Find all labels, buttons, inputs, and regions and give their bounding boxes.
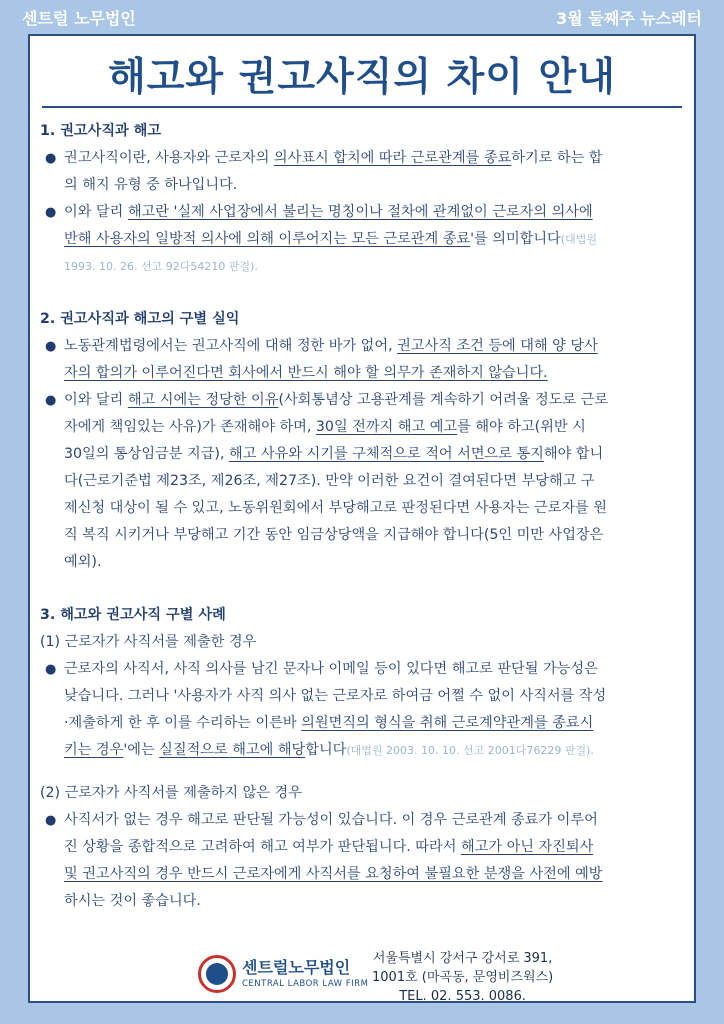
text: 직 복직 시키거나 부당해고 기간 동안 임금상당액을 지급해야 합니다(5인 미만 사업장은: [64, 527, 604, 543]
spacer: [40, 764, 684, 780]
newsletter-body: [40, 116, 684, 915]
text: 이와 달리: [64, 392, 128, 408]
address-line-1: 서울특별시 강서구 강서로 391,: [372, 951, 553, 966]
text: 를 해야 하고(위반 시: [457, 419, 586, 435]
underlined-text: 해고가 아닌 자진퇴사: [460, 839, 594, 855]
firm-seal-logo-icon: [198, 955, 236, 993]
case-1-heading: (1) 근로자가 사직서를 제출한 경우: [40, 634, 257, 650]
spacer: [40, 280, 684, 304]
logo-name-korean: 센트럴노무법인: [242, 958, 351, 977]
underlined-text: 자의 합의가 이루어진다면 회사에서 반드시 해야 할 의무가 존재하지 않습니다.: [64, 365, 548, 381]
page-title: 해고와 권고사직의 차이 안내: [108, 55, 616, 100]
court-citation: (대법원: [560, 233, 597, 246]
underlined-text: 해고 시에는 정당한 이유: [127, 392, 279, 408]
title-divider: [42, 106, 682, 108]
list-item: [40, 145, 684, 199]
text: 노동관계법령에서는 권고사직에 대해 정한 바가 없어,: [64, 338, 398, 354]
firm-footer: [198, 951, 668, 1004]
spacer: [40, 576, 684, 600]
logo-name-english: CENTRAL LABOR LAW FIRM: [242, 979, 369, 989]
underlined-text: 30일 전까지 해고 예고: [315, 419, 458, 435]
text: 예외).: [64, 554, 102, 570]
text: 이와 달리: [64, 204, 128, 220]
text: 30일의 통상임금분 지급),: [64, 446, 229, 462]
text: ·제출하게 한 후 이를 수리하는 이른바: [64, 715, 302, 731]
underlined-text: 의원면직의 형식을 취해 근로계약관계를 종료시: [301, 715, 594, 731]
text: 해야 합니: [543, 446, 604, 462]
text: 다(근로기준법 제23조, 제26조, 제27조). 만약 이러한 요건이 결여된다면 부당해고 구: [64, 473, 595, 489]
underlined-text: 키는 경우: [64, 742, 124, 758]
text: 자에게 책임있는 사유)가 존재해야 하며,: [64, 419, 316, 435]
seal-center: [206, 963, 228, 985]
list-item: [40, 333, 684, 387]
text: '를 의미합니다: [470, 231, 561, 247]
text: '에는: [123, 742, 160, 758]
text: 제신청 대상이 될 수 있고, 노동위원회에서 부당해고로 판정된다면 사용자는 근로자를 원: [64, 500, 607, 516]
section-1-heading: 1. 권고사직과 해고: [40, 123, 162, 139]
newsletter-issue-label: 3월 둘째주 뉴스레터: [556, 8, 702, 28]
text: 사직서가 없는 경우 해고로 판단될 가능성이 있습니다. 이 경우 근로관계 종료가 이루어: [64, 812, 598, 828]
underlined-text: 해고란 '실제 사업장에서 불리는 명칭이나 절차에 관계없이 근로자의 의사에: [127, 204, 593, 220]
text: 진 상황을 종합적으로 고려하여 해고 여부가 판단됩니다. 따라서: [64, 839, 461, 855]
newsletter-panel: [28, 34, 696, 1003]
text: 하시는 것이 좋습니다.: [64, 893, 201, 909]
text: 근로자의 사직서, 사직 의사를 남긴 문자나 이메일 등이 있다면 해고로 판단될 가능성은: [64, 661, 598, 677]
bullet-icon: ●: [45, 151, 57, 166]
underlined-text: 권고사직 조건 등에 대해 양 당사: [397, 338, 598, 354]
list-item: [40, 807, 684, 915]
underlined-text: 의사표시 합치에 따라 근로관계를 종료: [273, 150, 512, 166]
text: 권고사직이란, 사용자와 근로자의: [64, 150, 274, 166]
bullet-icon: ●: [45, 662, 57, 677]
text: 하기로 하는 합: [511, 150, 603, 166]
list-item: [40, 656, 684, 764]
section-3-heading: 3. 해고와 권고사직 구별 사례: [40, 607, 226, 623]
list-item: [40, 199, 684, 280]
court-citation: (대법원 2003. 10. 10. 선고 2001다76229 판결).: [346, 744, 594, 757]
section-2-heading: 2. 권고사직과 해고의 구별 실익: [40, 311, 240, 327]
underlined-text: 해고 사유와 시기를 구체적으로 적어 서면으로 통지: [228, 446, 544, 462]
underlined-text: 및 권고사직의 경우 반드시 근로자에게 사직서를 요청하여 불필요한 분쟁을 사전에 예방: [64, 866, 603, 882]
address-line-2: 1001호 (마곡동, 문영비즈웍스): [372, 970, 554, 985]
underlined-text: 반해 사용자의 일방적 의사에 의해 이루어지는 모든 근로관계 종료: [64, 231, 471, 247]
underlined-text: 실질적으로 해고에 해당: [159, 742, 306, 758]
bullet-icon: ●: [45, 205, 57, 220]
bullet-icon: ●: [45, 393, 57, 408]
case-2-heading: (2) 근로자가 사직서를 제출하지 않은 경우: [40, 785, 302, 801]
text: 낮습니다. 그러나 '사용자가 사직 의사 없는 근로자로 하여금 어쩔 수 없이 사직서를 작성: [64, 688, 607, 704]
text: (사회통념상 고용관계를 계속하기 어려울 정도로 근로: [278, 392, 609, 408]
phone-number: TEL. 02. 553. 0086.: [399, 989, 526, 1004]
list-item: [40, 387, 684, 576]
court-citation: 1993. 10. 26. 선고 92다54210 판결).: [64, 260, 258, 273]
bullet-icon: ●: [45, 339, 57, 354]
text: 합니다: [305, 742, 347, 758]
text: 의 해지 유형 중 하나입니다.: [64, 177, 238, 193]
newsletter-header: [0, 0, 724, 34]
bullet-icon: ●: [45, 813, 57, 828]
firm-address: [372, 949, 553, 1006]
firm-name-header: 센트럴 노무법인: [22, 8, 136, 28]
